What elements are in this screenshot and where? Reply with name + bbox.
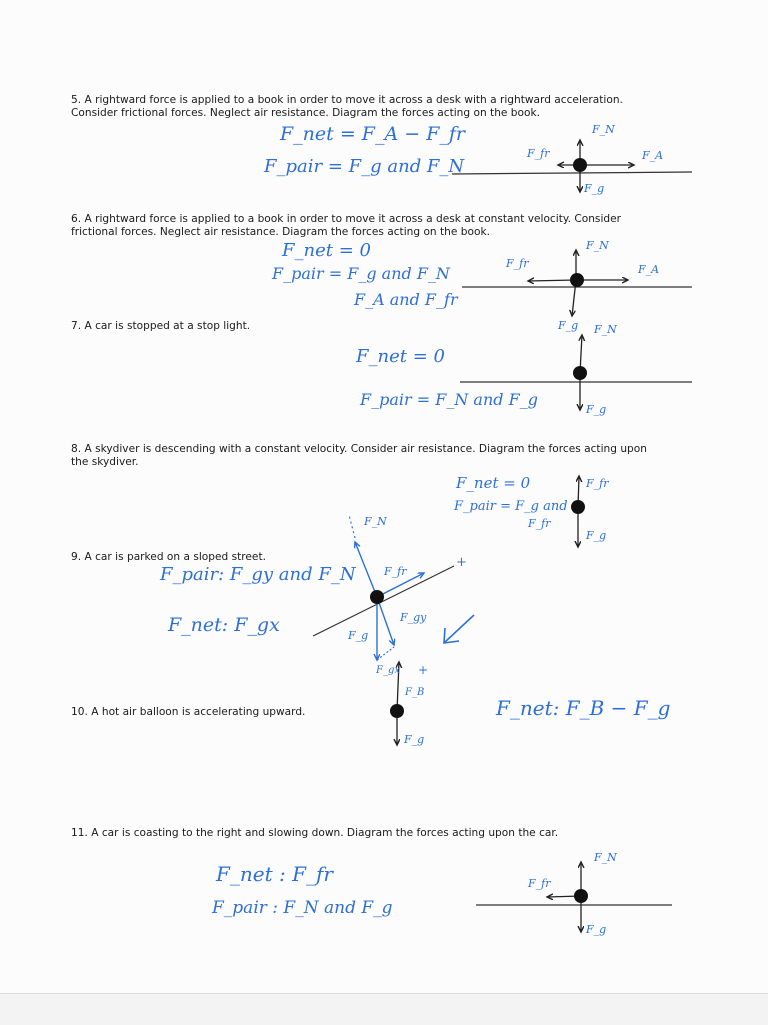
- q11-label-friction: F_fr: [528, 877, 551, 890]
- q6-pair-equation-2: F_A and F_fr: [354, 290, 458, 309]
- question-number: 11.: [71, 827, 88, 839]
- q9-label-gravity-y: F_gy: [400, 611, 427, 624]
- diagram-q6: [462, 250, 692, 316]
- q5-pair-equation: F_pair = F_g and F_N: [264, 156, 465, 177]
- question-text: A skydiver is descending with a constant velocity. Consider air resistance. Diagram the forces acting upon the skydiver.: [71, 443, 647, 468]
- q5-label-applied: F_A: [642, 149, 664, 162]
- q9-label-normal: F_N: [364, 515, 387, 528]
- q5-label-friction: F_fr: [527, 147, 550, 160]
- q9-net-equation: F_net: F_gx: [168, 614, 280, 636]
- q8-net-equation: F_net = 0: [456, 474, 531, 492]
- q6-label-applied: F_A: [638, 263, 660, 276]
- question-text: A rightward force is applied to a book in order to move it across a desk at constant velocity. Consider frictional forces. Neglect air resistance. Diagram the forces acting on the book.: [71, 213, 621, 238]
- question-number: 7.: [71, 320, 82, 332]
- q7-pair-equation: F_pair = F_N and F_g: [360, 390, 538, 409]
- diagram-q9: [313, 515, 474, 660]
- q10-axis-plus: +: [418, 663, 429, 677]
- q9-axis-plus: +: [456, 555, 467, 570]
- q9-label-gravity-x: F_gx: [376, 665, 400, 676]
- question-number: 8.: [71, 443, 82, 455]
- question-text: A hot air balloon is accelerating upward.: [91, 706, 306, 718]
- q6-net-equation: F_net = 0: [282, 240, 371, 261]
- q6-label-normal: F_N: [586, 239, 609, 252]
- q9-label-gravity: F_g: [348, 629, 369, 642]
- q7-net-equation: F_net = 0: [356, 346, 445, 367]
- question-text: A car is parked on a sloped street.: [84, 551, 266, 563]
- question-number: 5.: [71, 94, 82, 106]
- q9-label-friction: F_fr: [384, 565, 407, 578]
- q10-label-buoyant: F_B: [405, 687, 425, 698]
- q8-label-gravity: F_g: [586, 529, 607, 542]
- question-number: 6.: [71, 213, 82, 225]
- q7-label-normal: F_N: [594, 323, 617, 336]
- q6-pair-equation: F_pair = F_g and F_N: [272, 264, 450, 283]
- diagram-q11: [476, 862, 672, 932]
- q5-net-equation: F_net = F_A − F_fr: [280, 123, 465, 145]
- q5-label-gravity: F_g: [584, 182, 605, 195]
- q8-pair-equation-2: F_fr: [528, 517, 551, 530]
- q8-label-air-resistance: F_fr: [586, 477, 609, 490]
- q11-pair-equation: F_pair : F_N and F_g: [212, 898, 393, 918]
- q8-pair-equation: F_pair = F_g and: [454, 499, 568, 514]
- question-number: 9.: [71, 551, 82, 563]
- diagram-q5: [452, 140, 692, 195]
- scan-bottom-edge: [0, 993, 768, 1025]
- diagram-q8: [571, 476, 585, 547]
- q10-label-gravity: F_g: [404, 733, 425, 746]
- q10-net-equation: F_net: F_B − F_g: [496, 696, 671, 720]
- q11-net-equation: F_net : F_fr: [216, 862, 333, 886]
- q11-label-normal: F_N: [594, 851, 617, 864]
- question-text: A car is stopped at a stop light.: [84, 320, 251, 332]
- q7-label-gravity: F_g: [586, 403, 607, 416]
- question-text: A rightward force is applied to a book in order to move it across a desk with a rightward acceleration. Consider frictional forces. Neglect air resistance. Diagram the forces acting on the book.: [71, 94, 623, 119]
- q11-label-gravity: F_g: [586, 923, 607, 936]
- question-text: A car is coasting to the right and slowing down. Diagram the forces acting upon the car.: [91, 827, 559, 839]
- q6-label-gravity: F_g: [558, 319, 579, 332]
- q9-pair-equation: F_pair: F_gy and F_N: [160, 564, 356, 585]
- q6-label-friction: F_fr: [506, 257, 529, 270]
- question-number: 10.: [71, 706, 88, 718]
- q5-label-normal: F_N: [592, 123, 615, 136]
